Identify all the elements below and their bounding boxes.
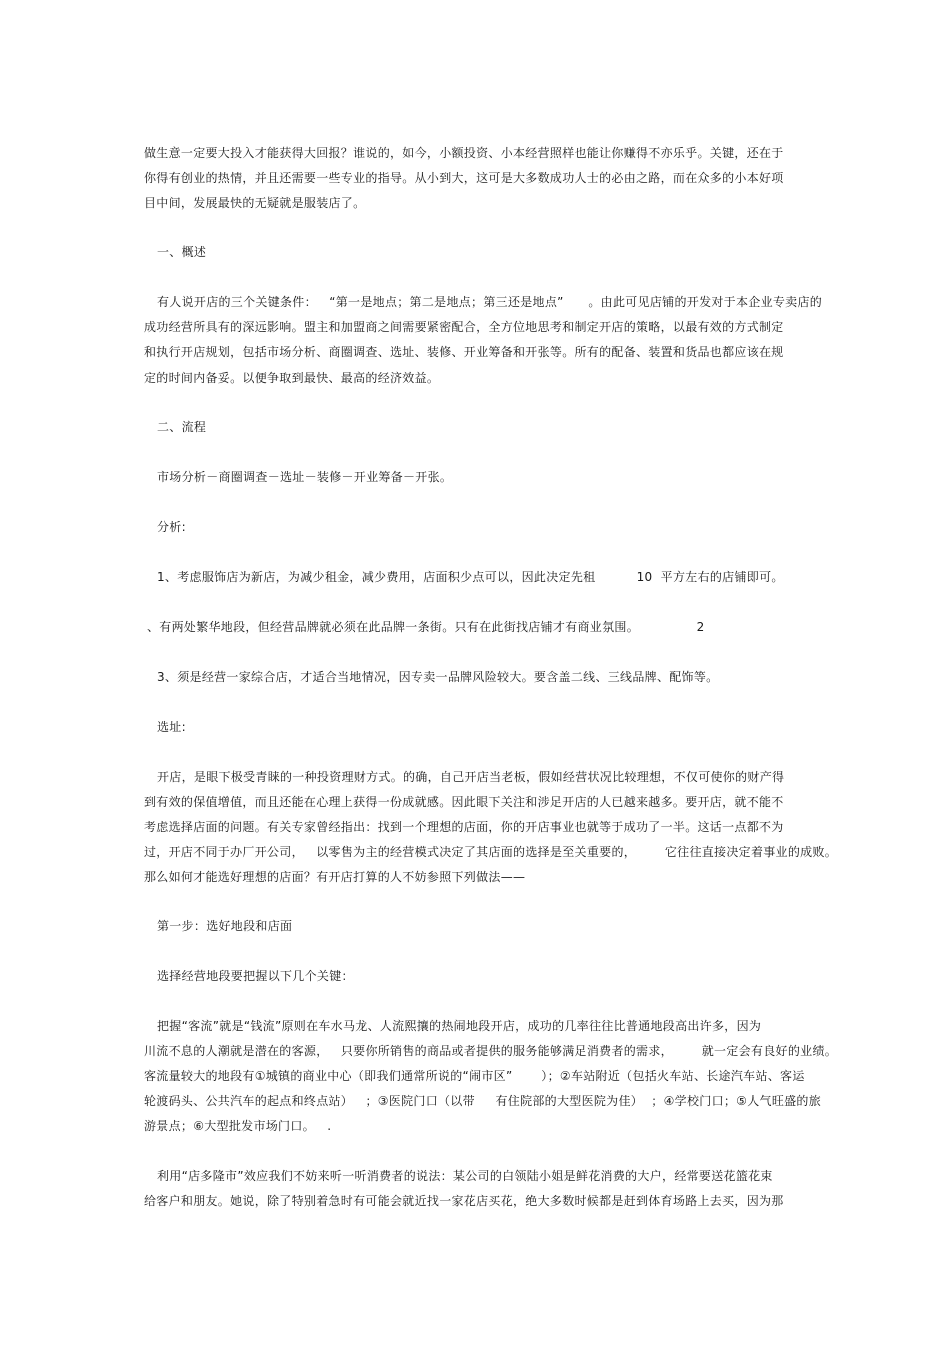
site-heading: 选址:	[157, 720, 186, 734]
step1-line-2: 川流不息的人潮就是潜在的客源， 只要你所销售的商品或者提供的服务能够满足消费者的需求， 就一定会有良好的业绩。	[144, 1044, 838, 1058]
overview-line-2: 成功经营所具有的深远影响。盟主和加盟商之间需要紧密配合，全方位地思考和制定开店的策略，以最有效的方式制定	[144, 320, 784, 334]
overview-line-1: 有人说开店的三个关键条件： “第一是地点；第二是地点；第三还是地点” 。由此可见店铺的开发对于本企业专卖店的	[157, 295, 823, 309]
step1-line-1: 把握“客流”就是“钱流”原则在车水马龙、人流熙攘的热闹地段开店，成功的几率往往比普通地段高出许多，因为	[157, 1019, 762, 1033]
section-heading-process: 二、流程	[157, 420, 207, 434]
step1-line-3: 客流量较大的地段有①城镇的商业中心（即我们通常所说的“闹市区” ）；②车站附近（包括火车站、长途汽车站、客运	[144, 1069, 805, 1083]
site-line-5: 那么如何才能选好理想的店面？有开店打算的人不妨参照下列做法——	[144, 870, 526, 884]
step1-line-5: 游景点；⑥大型批发市场门口。 .	[144, 1119, 332, 1133]
step1-heading: 第一步：选好地段和店面	[157, 919, 293, 933]
site-line-3: 考虑选择店面的问题。有关专家曾经指出：找到一个理想的店面，你的开店事业也就等于成功了一半。这话一点都不为	[144, 820, 784, 834]
step1-intro: 选择经营地段要把握以下几个关键：	[157, 969, 354, 983]
section-heading-overview: 一、概述	[157, 245, 207, 259]
site-line-2: 到有效的保值增值，而且还能在心理上获得一份成就感。因此眼下关注和涉足开店的人已越来越多。要开店，就不能不	[144, 795, 784, 809]
intro-line-2: 你得有创业的热情，并且还需要一些专业的指导。从小到大，这可是大多数成功人士的必由之路，而在众多的小本好项	[144, 171, 784, 185]
analysis-item-3: 3、须是经营一家综合店，才适合当地情况，因专卖一品牌风险较大。要含盖二线、三线品牌、配饰等。	[157, 670, 719, 684]
site-line-1: 开店，是眼下极受青睐的一种投资理财方式。的确，自己开店当老板，假如经营状况比较理想，不仅可使你的财产得	[157, 770, 785, 784]
step1-line-4: 轮渡码头、公共汽车的起点和终点站） ；③医院门口（以带 有住院部的大型医院为佳） ；④学校门口；⑤人气旺盛的旅	[144, 1094, 822, 1108]
effect-line-1: 利用“店多隆市”效应我们不妨来听一听消费者的说法：某公司的白领陆小姐是鲜花消费的大户，经常要送花篮花束	[157, 1169, 773, 1183]
intro-line-3: 目中间，发展最快的无疑就是服装店了。	[144, 196, 366, 210]
analysis-item-1: 1、考虑服饰店为新店，为减少租金，减少费用，店面积少点可以，因此决定先租 10 平方左右的店铺即可。	[157, 570, 784, 584]
intro-line-1: 做生意一定要大投入才能获得大回报？谁说的，如今，小额投资、小本经营照样也能让你赚得不亦乐乎。关键，还在于	[144, 146, 784, 160]
site-line-4: 过，开店不同于办厂开公司， 以零售为主的经营模式决定了其店面的选择是至关重要的， 它往往直接决定着事业的成败。	[144, 845, 838, 859]
effect-line-2: 给客户和朋友。她说，除了特别着急时有可能会就近找一家花店买花，绝大多数时候都是赶到体育场路上去买，因为那	[144, 1194, 784, 1208]
process-flow: 市场分析－商圈调查－选址－装修－开业筹备－开张。	[157, 470, 453, 484]
analysis-heading: 分析:	[157, 520, 186, 534]
overview-line-3: 和执行开店规划，包括市场分析、商圈调查、选址、装修、开业筹备和开张等。所有的配备、装置和货品也都应该在规	[144, 345, 784, 359]
overview-line-4: 定的时间内备妥。以便争取到最快、最高的经济效益。	[144, 371, 440, 385]
analysis-item-2: 、有两处繁华地段，但经营品牌就必须在此品牌一条街。只有在此街找店铺才有商业氛围。 2	[147, 620, 705, 634]
